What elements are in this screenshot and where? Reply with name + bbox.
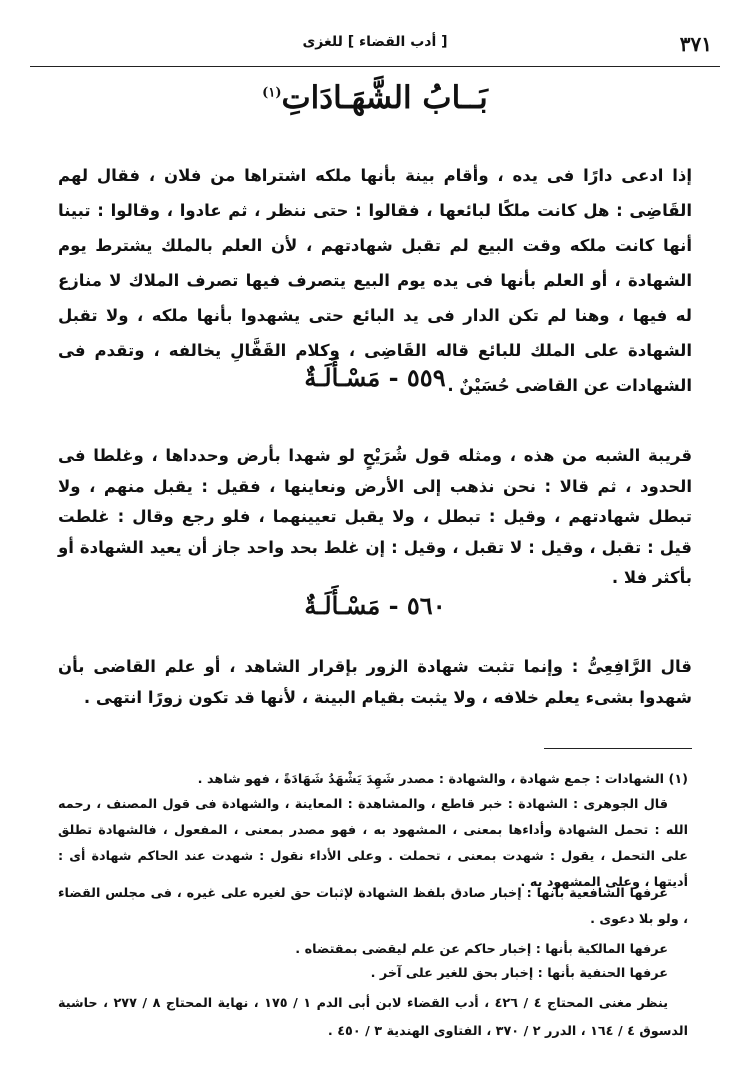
footnote-rule (544, 748, 692, 749)
footnote-shafii-def: عرفها الشافعية بأنها : إخبار صادق بلفظ الشهادة لإثبات حق لغيره على غيره ، فى مجلس القضاء ، ولو بلا دعوى . (58, 886, 688, 927)
paragraph-main: إذا ادعى دارًا فى يده ، وأقام بينة بأنها ملكه اشتراها من فلان ، فقال لهم القَاضِى : هل كانت ملكًا لبائعها ، فقالوا : حتى ننظر ، ثم عادوا ، وقالوا : تبينا أنها كانت ملكه وقت البيع لم تقبل شهادتهم ، لأن العلم بالملك يشترط يوم الشهادة ، أو العلم بأنها فى يده يوم البيع يتصرف فيها تصرف الملاك لا منازع له فيها ، وهنا لم تكن الدار فى يد البائع حتى يشهدوا بأنها ملكه ، ولا تقبل الشهادة على الملك للبائع قاله القَاضِى ، وكلام القَفَّالِ يخالفه ، وتقدم فى الشهادات عن القاضى حُسَيْنٌ . (58, 166, 692, 395)
chapter-title (0, 80, 750, 116)
chapter-footnote-ref: (١) (262, 85, 282, 101)
footnote-jawhari: قال الجوهرى : الشهادة : خبر قاطع ، والمشاهدة : المعاينة ، والشهادة فى قول المصنف ، رحمه الله : تحمل الشهادة وأداءها بمعنى ، المشهود به ، فهو مصدر بمعنى ، المفعول ، فالشهادة تطلق على التحمل ، يقول : شهدت بمعنى ، تحملت . وعلى الأداء نقول : شهدت عند الحاكم شهادة أى : أديتها ، وعلى المشهود به . (58, 797, 688, 890)
footnote-references: ينظر مغنى المحتاج ٤ / ٤٢٦ ، أدب القضاء لابن أبى الدم ١ / ١٧٥ ، نهاية المحتاج ٨ / ٢٧٧ ، حاشية الدسوق ٤ / ١٦٤ ، الدرر ٢ / ٣٧٠ ، الفتاوى الهندية ٣ / ٤٥٠ . (58, 996, 688, 1039)
page-number: ٣٧١ (679, 32, 712, 56)
footnote-hanafi-def: عرفها الحنفية بأنها : إخبار بحق للغير على آخر . (370, 966, 668, 981)
section-560-title: ٥٦٠ - مَسْـأَلَـةٌ (304, 591, 446, 620)
footnote-1: (١) الشهادات : جمع شهادة ، والشهادة : مصدر شَهِدَ يَشْهَدُ شَهَادَةً ، فهو شاهد . (197, 772, 688, 787)
section-559-title: ٥٥٩ - مَسْـأَلَـةٌ (304, 363, 446, 392)
paragraph-560: قال الرَّافِعِىُّ : وإنما تثبت شهادة الزور بإقرار الشاهد ، أو علم القاضى بأن شهدوا بشىء يعلم خلافه ، ولا يثبت بقيام البينة ، لأنها قد تكون زورًا انتهى . (58, 657, 692, 707)
running-title: [ أدب القضاء ] للغزى (302, 34, 448, 50)
paragraph-559: قريبة الشبه من هذه ، ومثله قول شُرَيْحٍ لو شهدا بأرض وحدداها ، وغلطا فى الحدود ، ثم قالا : نحن نذهب إلى الأرض ونعاينها ، فقيل : يقبل منهم ، ولا تبطل شهادتهم ، وقيل : تبطل ، ولا يقبل تعيينهما ، فلو رجع وقال : غلطت قيل : تقبل ، وقيل : لا تقبل ، وقيل : إن غلط بحد واحد جاز أن يعيد الشهادة أو بأكثر فلا . (58, 446, 692, 587)
page-header (30, 28, 720, 68)
footnote-maliki-def: عرفها المالكية بأنها : إخبار حاكم عن علم ليقضى بمقتضاه . (295, 942, 668, 957)
header-rule (30, 66, 720, 67)
chapter-title-text: بَــابُ الشَّهَـادَاتِ (281, 80, 488, 116)
